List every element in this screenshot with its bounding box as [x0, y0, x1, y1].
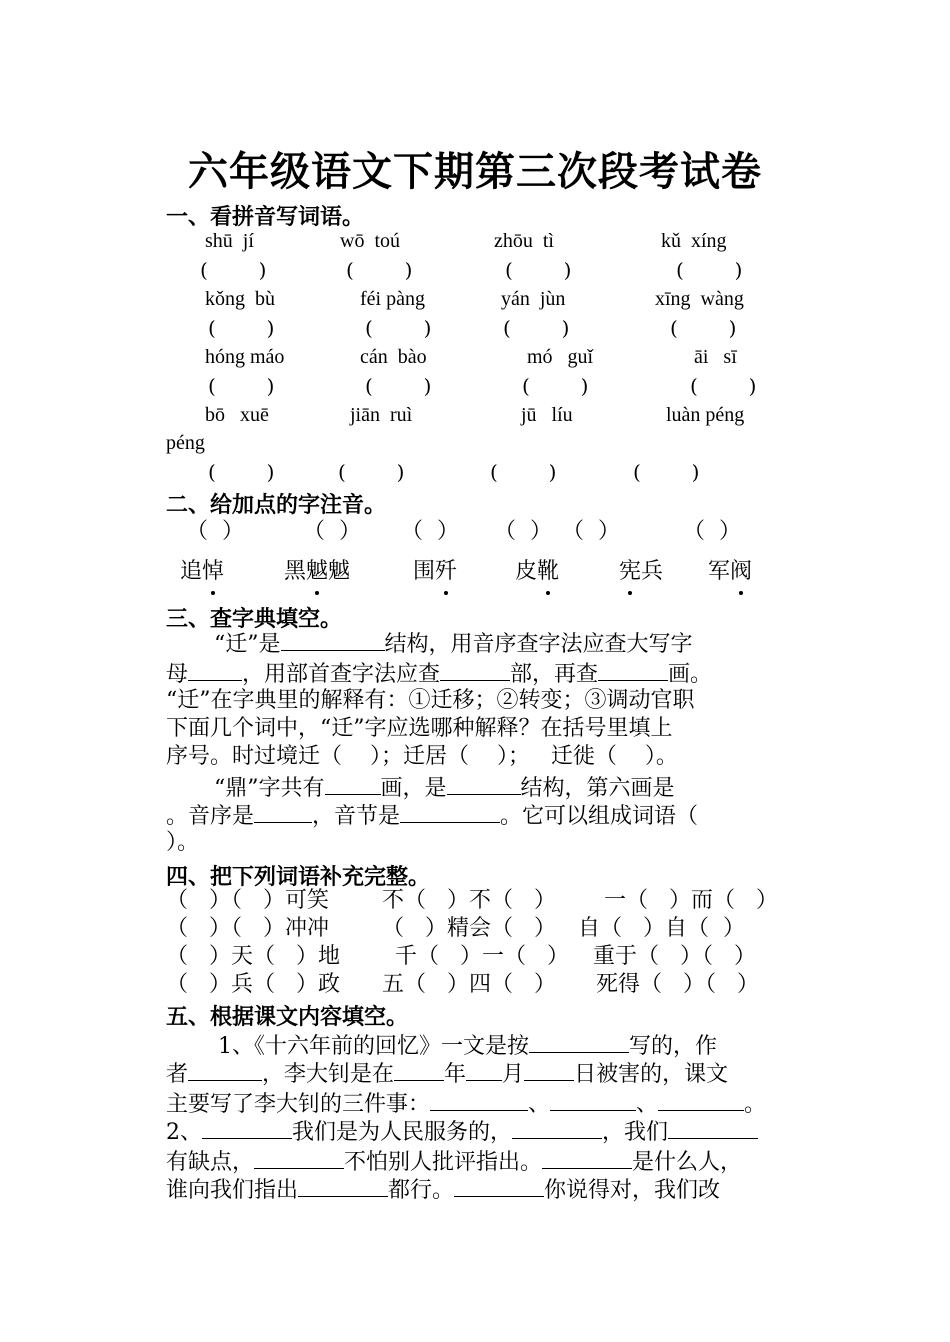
fill-blank [512, 1116, 602, 1139]
paragraph-line: “迁”在字典里的解释有：①迁移；②转变；③调动官职 [166, 688, 695, 713]
answer-paren: ( ) [200, 258, 267, 282]
paragraph-line: ）。 [166, 830, 200, 855]
pinyin-1-2: wō toú [340, 230, 400, 252]
pinyin-4-2: jiān ruì [350, 404, 413, 426]
answer-paren: （ ） [186, 519, 244, 544]
idiom-item: 死得（ ）（ ） [596, 972, 759, 997]
paragraph-line: 。音序是 ，音节是 。它可以组成词语（ [166, 800, 698, 832]
paragraph-line: 1、《十六年前的回忆》一文是按 写的，作 [218, 1030, 717, 1062]
paragraph-line: 主要写了李大钊的三件事： 、 、 。 [166, 1088, 766, 1120]
pinyin-3-3: mó guǐ [527, 346, 594, 368]
fill-blank [668, 1116, 758, 1139]
pinyin-2-3: yán jùn [501, 288, 566, 310]
answer-paren: ( ) [676, 258, 743, 282]
word-item: 黑魆魆 [284, 554, 350, 585]
section4-heading: 四、把下列词语补充完整。 [166, 865, 431, 890]
idiom-item: 五（ ）四（ ） [382, 972, 556, 997]
answer-paren: ( ) [670, 316, 737, 340]
fill-blank [550, 1088, 636, 1111]
pinyin-1-4: kǔ xíng [661, 230, 727, 252]
word-item: 围歼 [413, 554, 457, 585]
answer-paren: ( ) [208, 374, 275, 398]
fill-blank [658, 1088, 744, 1111]
idiom-item: （ ）（ ）可笑 [166, 888, 329, 913]
fill-blank [254, 800, 312, 823]
word-item: 宪兵 [619, 554, 663, 585]
idiom-item: 千（ ）一（ ） [395, 944, 569, 969]
pinyin-2-2: féi pàng [360, 288, 425, 310]
paragraph-line: 有缺点， 不怕别人批评指出。 是什么人， [166, 1146, 742, 1178]
fill-blank [281, 628, 385, 651]
pinyin-4-4: luàn péng [666, 404, 745, 426]
fill-blank [188, 658, 242, 681]
paragraph-line: “迁”是 结构，用音序查字法应查大写字 [214, 628, 693, 660]
paragraph-line: 下面几个词中，“迁”字应选哪种解释？在括号里填上 [166, 716, 673, 741]
pinyin-wrap: péng [166, 432, 205, 454]
fill-blank [454, 1174, 544, 1197]
pinyin-2-4: xīng wàng [655, 288, 744, 310]
section5-heading: 五、根据课文内容填空。 [166, 1005, 409, 1030]
answer-paren: ( ) [208, 316, 275, 340]
word-item: 追悼 [180, 554, 224, 585]
fill-blank [524, 1058, 574, 1081]
fill-blank [542, 1146, 632, 1169]
answer-paren: ( ) [365, 316, 432, 340]
idiom-item: （ ）天（ ）地 [166, 944, 340, 969]
fill-blank [325, 772, 381, 795]
answer-paren: ( ) [505, 258, 572, 282]
idiom-item: 自（ ）自（ ） [578, 916, 745, 941]
pinyin-4-1: bō xuē [205, 404, 269, 426]
answer-paren: ( ) [490, 460, 557, 484]
pinyin-3-1: hóng máo [205, 346, 285, 368]
pinyin-3-4: āi sī [694, 346, 737, 368]
idiom-item: 不（ ）不（ ） [382, 888, 556, 913]
idiom-item: （ ）（ ）冲冲 [166, 916, 329, 941]
pinyin-1-1: shū jí [205, 230, 254, 252]
paragraph-line: “鼎”字共有 画，是 结构，第六画是 [214, 772, 675, 804]
fill-blank [202, 1116, 292, 1139]
section1-heading: 一、看拼音写词语。 [166, 205, 365, 230]
paragraph-line: 者 ，李大钊是在 年 月 日被害的，课文 [166, 1058, 728, 1090]
pinyin-4-3: jū líu [521, 404, 573, 426]
paragraph-line: 母 ，用部首查字法应查 部，再查 画。 [166, 658, 712, 690]
answer-paren: ( ) [338, 460, 405, 484]
idiom-item: （ ）精会（ ） [382, 916, 556, 941]
paragraph-line: 2、 我们是为人民服务的， ，我们 [166, 1116, 758, 1148]
paragraph-line: 序号。时过境迁（ ）；迁居（ ）； 迁徙（ ）。 [166, 744, 678, 769]
answer-paren: （ ） [562, 519, 620, 544]
exam-title: 六年级语文下期第三次段考试卷 [188, 149, 762, 195]
answer-paren: ( ) [522, 374, 589, 398]
answer-paren: ( ) [633, 460, 700, 484]
fill-blank [254, 1146, 344, 1169]
answer-paren: ( ) [346, 258, 413, 282]
idiom-item: （ ）兵（ ）政 [166, 972, 340, 997]
answer-paren: ( ) [503, 316, 570, 340]
fill-blank [447, 772, 521, 795]
paragraph-line: 谁向我们指出 都行。 你说得对，我们改 [166, 1174, 720, 1206]
answer-paren: （ ） [303, 519, 361, 544]
pinyin-2-1: kǒng bù [205, 288, 275, 310]
fill-blank [440, 658, 510, 681]
fill-blank [598, 658, 668, 681]
fill-blank [188, 1058, 262, 1081]
fill-blank [529, 1030, 629, 1053]
answer-paren: （ ） [683, 519, 741, 544]
fill-blank [298, 1174, 388, 1197]
pinyin-1-3: zhōu tì [494, 230, 554, 252]
word-item: 军阀 [708, 554, 752, 585]
fill-blank [466, 1058, 502, 1081]
word-item: 皮靴 [515, 554, 559, 585]
answer-paren: ( ) [208, 460, 275, 484]
answer-paren: ( ) [690, 374, 757, 398]
fill-blank [400, 800, 500, 823]
fill-blank [394, 1058, 444, 1081]
section3-heading: 三、查字典填空。 [166, 607, 343, 632]
answer-paren: （ ） [401, 519, 459, 544]
idiom-item: 重于（ ）（ ） [593, 944, 756, 969]
answer-paren: ( ) [365, 374, 432, 398]
pinyin-3-2: cán bào [360, 346, 427, 368]
answer-paren: （ ） [494, 519, 552, 544]
idiom-item: 一（ ）而（ ） [604, 888, 778, 913]
fill-blank [430, 1088, 528, 1111]
section2-heading: 二、给加点的字注音。 [166, 493, 387, 518]
